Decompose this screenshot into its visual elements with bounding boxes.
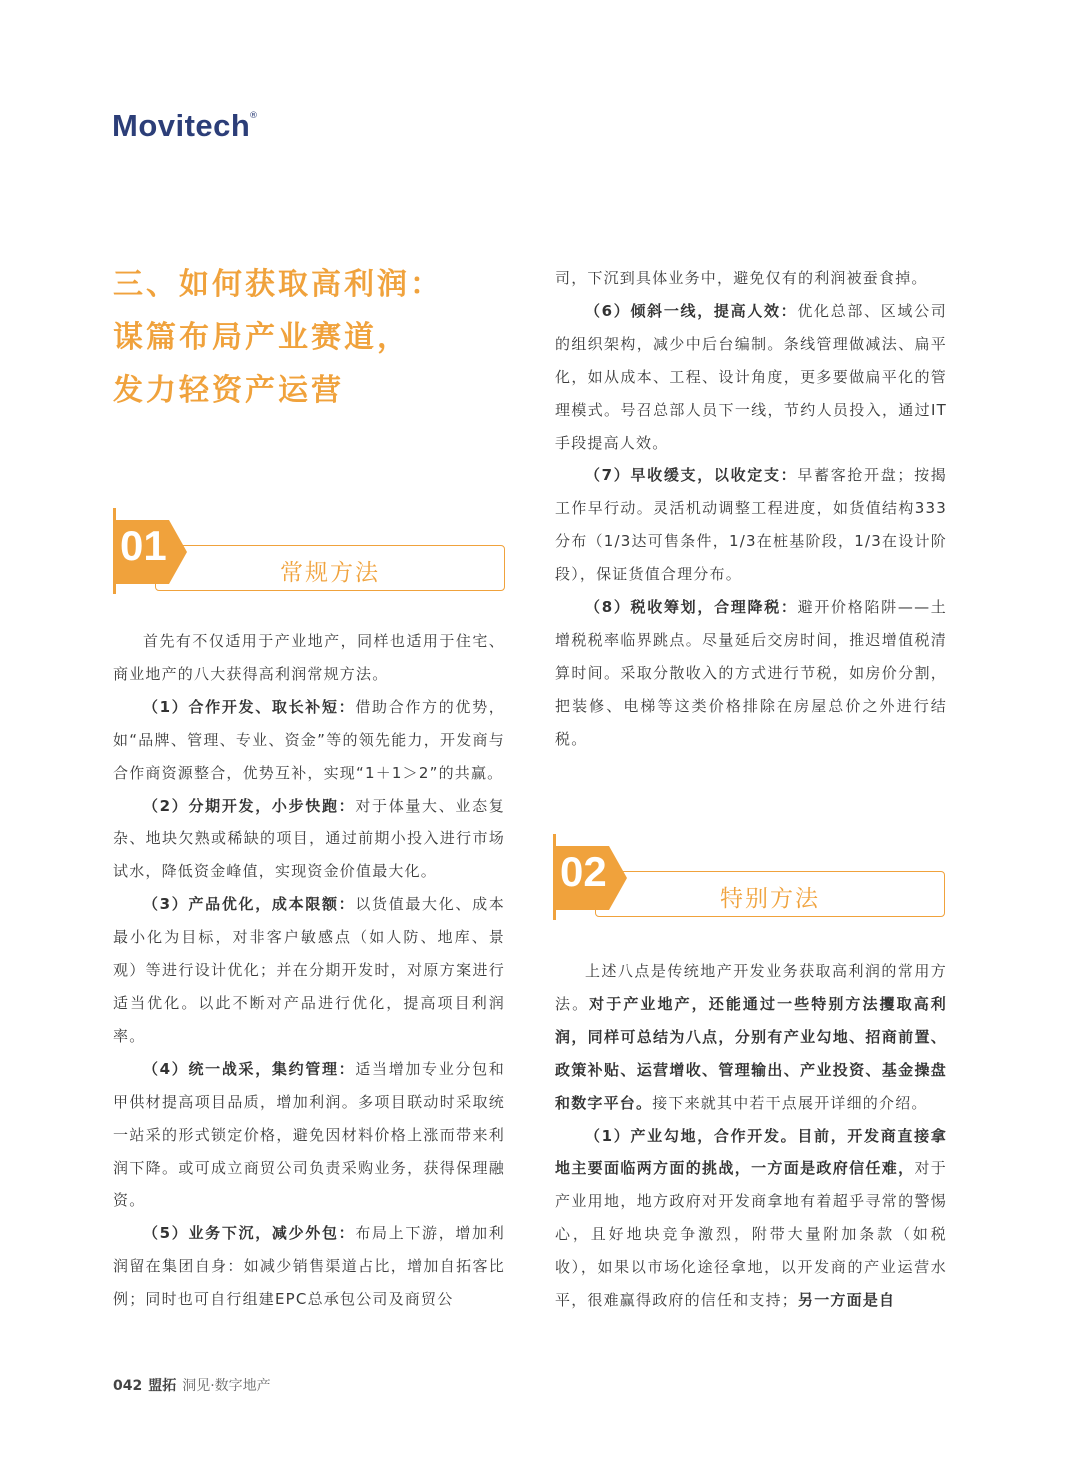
special-method-1	[555, 1120, 947, 1317]
section-label: 特别方法	[720, 886, 820, 912]
right-column-bottom	[555, 955, 947, 1317]
section-label: 常规方法	[280, 560, 380, 586]
section-number-badge	[113, 508, 185, 586]
method-7-body: 早蓄客抢开盘；按揭工作早行动。灵活机动调整工程进度，如货值结构333分布（1/3达可售条件，1/3在桩基阶段，1/3在设计阶段），保证货值合理分布。	[555, 466, 947, 584]
method-6-heading: （6）倾斜一线，提高人效：	[585, 301, 798, 320]
method-2-heading: （2）分期开发，小步快跑：	[143, 796, 356, 815]
special-intro-a: 上述八点是传统地产开发业务获取高利润的常用方法。	[555, 962, 947, 1013]
page-footer	[113, 1375, 271, 1395]
right-column-top	[555, 262, 947, 756]
method-2-body: 对于体量大、业态复杂、地块欠熟或稀缺的项目，通过前期小投入进行市场试水，降低资金峰值，实现资金价值最大化。	[113, 796, 505, 881]
section-number: 01	[120, 522, 167, 569]
section-label-box	[595, 871, 945, 917]
method-6-body: 优化总部、区域公司的组织架构，减少中后台编制。条线管理做减法、扁平化，如从成本、工程、设计角度，更多要做扁平化的管理模式。号召总部人员下一线，节约人员投入，通过IT手段提高人效。	[555, 301, 947, 452]
page-number: 042	[113, 1378, 143, 1394]
left-column	[113, 625, 505, 1316]
section-number: 02	[560, 848, 607, 895]
section-number-badge	[553, 834, 625, 912]
method-5-continued: 司，下沉到具体业务中，避免仅有的利润被蚕食掉。	[555, 269, 928, 287]
title-line-1: 三、如何获取高利润：	[113, 267, 443, 302]
method-4	[113, 1053, 505, 1218]
title-line-2: 谋篇布局产业赛道，	[113, 320, 410, 355]
method-8-heading: （8）税收筹划，合理降税：	[585, 598, 798, 617]
registered-mark: ®	[249, 111, 258, 121]
method-1-body: 借助合作方的优势，如“品牌、管理、专业、资金”等的领先能力，开发商与合作商资源整合，优势互补，实现“1＋1＞2”的共赢。	[113, 697, 505, 782]
section-header-conventional	[113, 508, 505, 600]
method-7-heading: （7）早收缓支，以收定支：	[585, 466, 798, 485]
footer-publication: 洞见·数字地产	[182, 1378, 271, 1394]
title-line-3: 发力轻资产运营	[113, 373, 344, 408]
method-2	[113, 790, 505, 889]
method-4-heading: （4）统一战采，集约管理：	[143, 1059, 356, 1078]
special-intro-c: 接下来就其中若干点展开详细的介绍。	[652, 1093, 928, 1112]
method-5-heading: （5）业务下沉，减少外包：	[143, 1224, 356, 1243]
method-8-body: 避开价格陷阱——土增税税率临界跳点。尽量延后交房时间，推迟增值税清算时间。采取分散收入的方式进行节税，如房价分割，把装修、电梯等这类价格排除在房屋总价之外进行结税。	[555, 598, 947, 748]
method-6	[555, 295, 947, 460]
page-title	[113, 258, 513, 417]
movitech-logo: Movitech	[112, 108, 251, 143]
method-5	[113, 1217, 505, 1316]
method-3	[113, 888, 505, 1053]
footer-brand: 盟拓	[148, 1378, 177, 1394]
section-header-special	[553, 834, 945, 926]
special-intro	[555, 955, 947, 1120]
method-4-body: 适当增加专业分包和甲供材提高项目品质，增加利润。多项目联动时采取统一站采的形式锁定价格，避免因材料价格上涨而带来利润下降。或可成立商贸公司负责采购业务，获得保理融资。	[113, 1059, 505, 1210]
special-method-1-body: 对于产业用地，地方政府对开发商拿地有着超乎寻常的警惕心，且好地块竞争激烈，附带大量附加条款（如税收），如果以市场化途径拿地，以开发商的产业运营水平，很难赢得政府的信任和支持；	[555, 1159, 947, 1310]
intro-paragraph: 首先有不仅适用于产业地产，同样也适用于住宅、商业地产的八大获得高利润常规方法。	[113, 632, 505, 683]
special-intro-b: 对于产业地产，还能通过一些特别方法攫取高利润，同样可总结为八点，分别有产业勾地、招商前置、政策补贴、运营增收、管理输出、产业投资、基金操盘和数字平台。	[555, 994, 948, 1112]
method-5-body: 布局上下游，增加利润留在集团自身：如减少销售渠道占比，增加自拓客比例；同时也可自行组建EPC总承包公司及商贸公	[113, 1224, 505, 1309]
method-8	[555, 591, 947, 756]
method-7	[555, 459, 947, 591]
method-1-heading: （1）合作开发、取长补短：	[143, 697, 356, 716]
section-label-box	[155, 545, 505, 591]
special-method-1-heading: （1）产业勾地，合作开发。目前，开发商直接拿地主要面临两方面的挑战，一方面是政府信任难，	[555, 1126, 947, 1178]
method-1	[113, 691, 505, 790]
special-method-1-tail: 另一方面是自	[798, 1291, 896, 1310]
method-3-body: 以货值最大化、成本最小化为目标，对非客户敏感点（如人防、地库、景观）等进行设计优化；并在分期开发时，对原方案进行适当优化。以此不断对产品进行优化，提高项目利润率。	[113, 895, 505, 1045]
method-3-heading: （3）产品优化，成本限额：	[143, 895, 356, 914]
